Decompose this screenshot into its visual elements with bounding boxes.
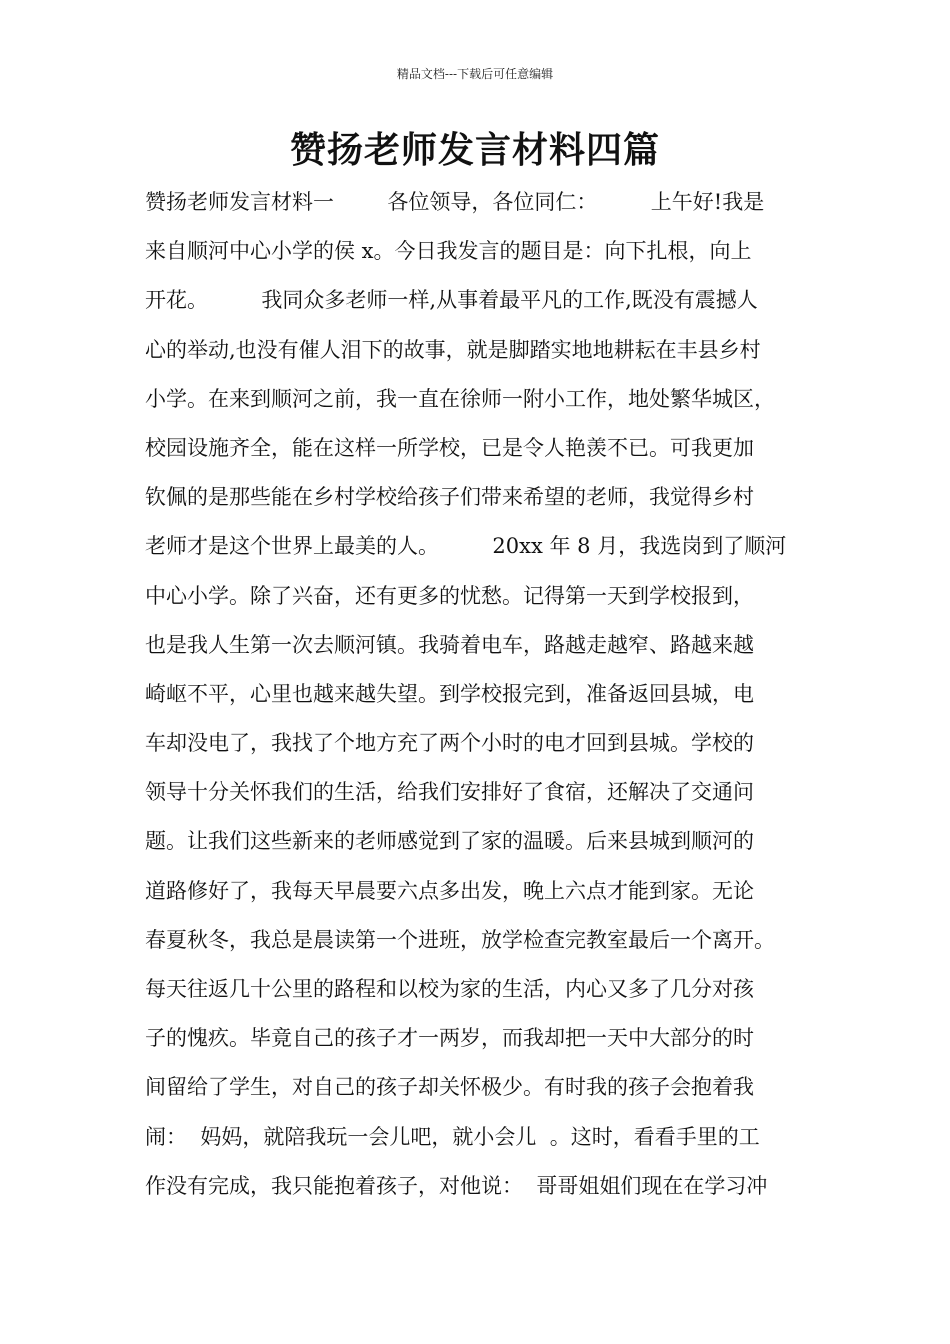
body-line: 也是我人生第一次去顺河镇。我骑着电车，路越走越窄、路越来越	[145, 632, 754, 657]
body-line: 领导十分关怀我们的生活，给我们安排好了食宿，还解决了交通问	[145, 780, 754, 805]
body-line: 闹： 妈妈，就陪我玩一会儿吧，就小会儿 。这时，看看手里的工	[145, 1124, 760, 1149]
body-line: 每天往返几十公里的路程和以校为家的生活，内心又多了几分对孩	[145, 977, 754, 1001]
body-line: 题。让我们这些新来的老师感觉到了家的温暖。后来县城到顺河的	[145, 829, 754, 854]
document-title: 赞扬老师发言材料四篇	[289, 129, 660, 171]
body-line: 中心小学。除了兴奋，还有更多的忧愁。记得第一天到学校报到，	[145, 583, 754, 608]
body-line: 赞扬老师发言材料一 各位领导，各位同仁： 上午好!我是	[145, 190, 765, 214]
body-line: 开花。 我同众多老师一样,从事着最平凡的工作,既没有震撼人	[145, 288, 758, 313]
body-line: 道路修好了，我每天早晨要六点多出发，晚上六点才能到家。无论	[145, 878, 754, 903]
body-line: 春夏秋冬，我总是晨读第一个进班，放学检查完教室最后一个离开。	[145, 927, 775, 952]
body-line: 老师才是这个世界上最美的人。 20xx 年 8 月，我选岗到了顺河	[145, 534, 787, 559]
body-line: 间留给了学生，对自己的孩子却关怀极少。有时我的孩子会抱着我	[145, 1075, 754, 1100]
document-body	[145, 178, 835, 1211]
body-line: 来自顺河中心小学的侯 x。今日我发言的题目是：向下扎根，向上	[145, 239, 752, 264]
body-line: 崎岖不平，心里也越来越失望。到学校报完到，准备返回县城，电	[145, 681, 754, 706]
body-line: 校园设施齐全，能在这样一所学校，已是令人艳羡不已。可我更加	[145, 435, 754, 460]
body-line: 心的举动,也没有催人泪下的故事，就是脚踏实地地耕耘在丰县乡村	[145, 337, 761, 362]
body-line: 车却没电了，我找了个地方充了两个小时的电才回到县城。学校的	[145, 731, 754, 756]
body-line: 小学。在来到顺河之前，我一直在徐师一附小工作，地处繁华城区，	[145, 386, 775, 411]
body-line: 子的愧疚。毕竟自己的孩子才一两岁，而我却把一天中大部分的时	[145, 1026, 754, 1051]
body-line: 钦佩的是那些能在乡村学校给孩子们带来希望的老师，我觉得乡村	[145, 485, 754, 510]
body-line: 作没有完成，我只能抱着孩子，对他说： 哥哥姐姐们现在在学习冲	[145, 1173, 768, 1198]
page-header: 精品文档---下载后可任意编辑	[396, 67, 554, 81]
